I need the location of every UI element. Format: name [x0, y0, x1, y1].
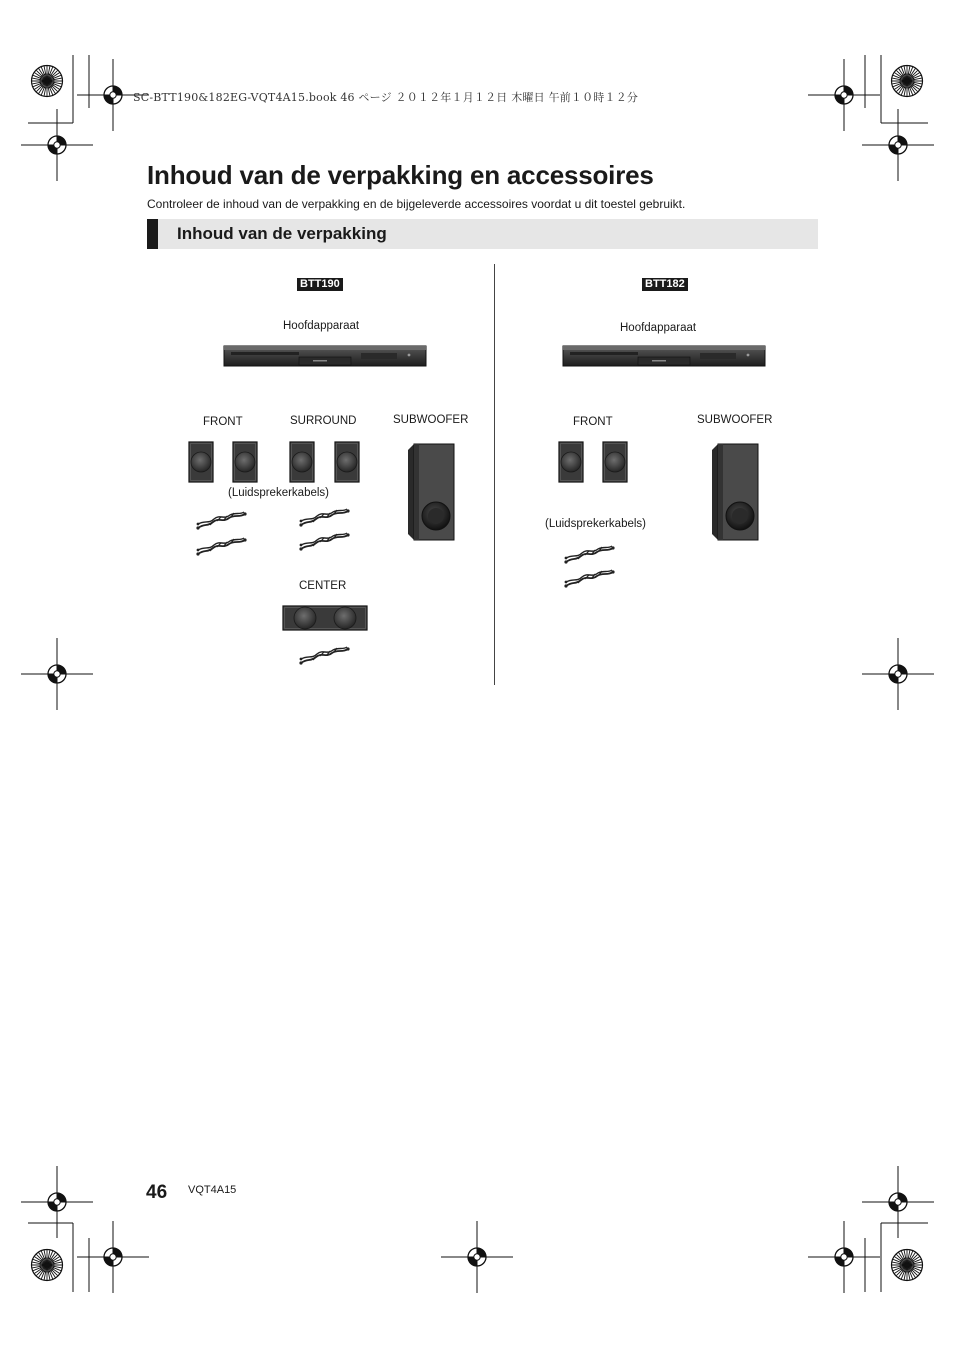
- front-speaker-image: [602, 441, 628, 483]
- surround-label: SURROUND: [290, 415, 357, 427]
- subwoofer-image: [710, 442, 760, 542]
- registration-mark-icon: [21, 1166, 93, 1238]
- speaker-cable-icon: [298, 532, 350, 552]
- speaker-cables-label: (Luidsprekerkabels): [228, 487, 329, 499]
- front-speaker-image: [232, 441, 258, 483]
- star-target-icon: [32, 1250, 63, 1281]
- speaker-cable-icon: [563, 569, 615, 589]
- section-title: Inhoud van de verpakking: [177, 224, 387, 243]
- registration-mark-icon: [808, 59, 880, 131]
- page-number: 46: [146, 1182, 168, 1203]
- front-label: FRONT: [203, 416, 243, 428]
- speaker-cable-icon: [298, 508, 350, 528]
- intro-text: Controleer de inhoud van de verpakking en de bijgeleverde accessoires voordat u dit toestel gebruikt.: [147, 197, 686, 211]
- surround-speaker-image: [289, 441, 315, 483]
- speaker-cables-label: (Luidsprekerkabels): [545, 518, 646, 530]
- front-label: FRONT: [573, 416, 613, 428]
- subwoofer-label: SUBWOOFER: [697, 414, 773, 426]
- main-unit-label: Hoofdapparaat: [283, 320, 360, 332]
- registration-mark-icon: [21, 109, 93, 181]
- star-target-icon: [892, 66, 923, 97]
- section-header: [147, 219, 818, 249]
- registration-mark-icon: [77, 1221, 149, 1293]
- surround-speaker-image: [334, 441, 360, 483]
- center-label: CENTER: [299, 580, 347, 592]
- column-divider: [494, 264, 495, 685]
- speaker-cable-icon: [195, 511, 247, 531]
- registration-mark-icon: [808, 1221, 880, 1293]
- main-unit-image: [223, 344, 427, 368]
- model-badge-btt190: BTT190: [297, 278, 343, 291]
- star-target-icon: [892, 1250, 923, 1281]
- main-unit-image: [562, 344, 766, 368]
- speaker-cable-icon: [563, 545, 615, 565]
- document-code: VQT4A15: [188, 1184, 237, 1196]
- subwoofer-image: [406, 442, 456, 542]
- registration-mark-icon: [862, 1166, 934, 1238]
- page-title: Inhoud van de verpakking en accessoires: [147, 160, 654, 190]
- star-target-icon: [32, 66, 63, 97]
- file-info-line: SC-BTT190&182EG-VQT4A15.book 46 ページ ２０１２年１月１２日 木曜日 午前１０時１２分: [133, 91, 639, 104]
- registration-mark-icon: [441, 1221, 513, 1293]
- speaker-cable-icon: [298, 646, 350, 666]
- model-badge-btt182: BTT182: [642, 278, 688, 291]
- front-speaker-image: [188, 441, 214, 483]
- registration-mark-icon: [862, 109, 934, 181]
- registration-mark-icon: [21, 638, 93, 710]
- subwoofer-label: SUBWOOFER: [393, 414, 469, 426]
- center-speaker-image: [282, 605, 368, 631]
- speaker-cable-icon: [195, 537, 247, 557]
- section-marker: [147, 219, 158, 249]
- front-speaker-image: [558, 441, 584, 483]
- registration-mark-icon: [862, 638, 934, 710]
- main-unit-label: Hoofdapparaat: [620, 322, 697, 334]
